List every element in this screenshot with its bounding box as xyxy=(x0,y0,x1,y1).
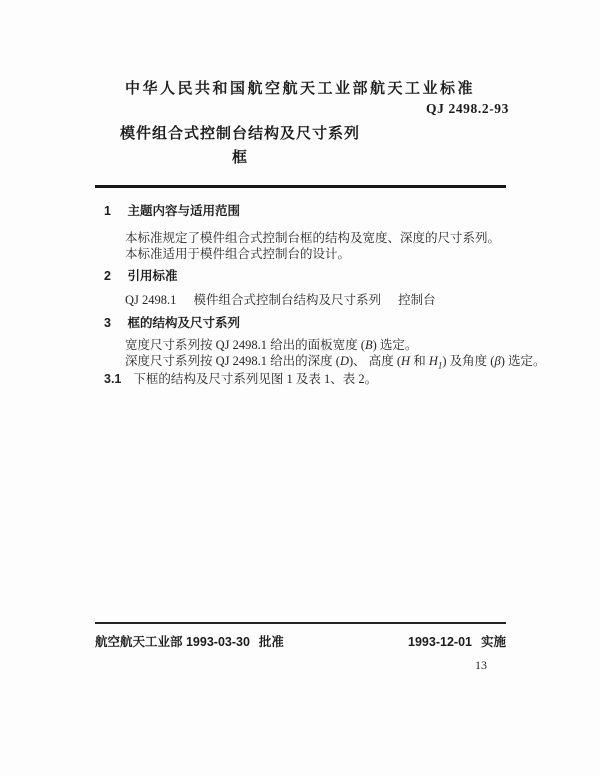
implementation-label: 实施 xyxy=(480,635,506,649)
section-3-heading xyxy=(104,313,240,331)
depth-text-3: 和 xyxy=(410,354,429,368)
section-1-number: 1 xyxy=(104,204,111,218)
implementation-date: 1993-12-01 xyxy=(408,635,472,649)
clause-3-1 xyxy=(104,369,377,387)
width-text-1: 宽度尺寸系列按 QJ 2498.1 给出的面板宽度 ( xyxy=(125,338,365,352)
document-title xyxy=(95,122,385,170)
referenced-standard-number: QJ 2498.1 xyxy=(125,293,177,307)
section-1-heading xyxy=(104,201,240,219)
approval-label: 批准 xyxy=(258,635,284,649)
clause-3-1-number: 3.1 xyxy=(104,372,122,386)
referenced-standard-title: 模件组合式控制台结构及尺寸系列 xyxy=(193,293,382,307)
variable-H1: H xyxy=(428,354,438,368)
document-title-line1: 模件组合式控制台结构及尺寸系列 xyxy=(119,125,360,142)
clause-3-1-text: 下框的结构及尺寸系列见图 1 及表 1、表 2。 xyxy=(133,372,378,386)
section-1-paragraph-1: 本标准规定了模件组合式控制台框的结构及宽度、深度的尺寸系列。 xyxy=(125,231,501,245)
section-3-title: 框的结构及尺寸系列 xyxy=(127,316,240,330)
page-number: 13 xyxy=(475,658,487,672)
referenced-standard-line xyxy=(125,290,436,308)
variable-H1-subscript: 1 xyxy=(437,360,443,371)
variable-D: D xyxy=(339,354,349,368)
approval-org-date: 航空航天工业部 1993-03-30 xyxy=(95,635,250,649)
standard-number: QJ 2498.2-93 xyxy=(426,101,509,116)
footer-divider xyxy=(95,622,506,624)
header-divider xyxy=(95,185,506,188)
section-3-paragraph-depth xyxy=(125,351,545,371)
variable-H: H xyxy=(401,354,411,368)
section-1-title: 主题内容与适用范围 xyxy=(127,204,240,218)
depth-text-1: 深度尺寸系列按 QJ 2498.1 给出的深度 ( xyxy=(125,354,340,368)
variable-B: B xyxy=(364,338,373,352)
standard-org-line: 中华人民共和国航空航天工业部航天工业标准 xyxy=(124,80,475,97)
section-2-number: 2 xyxy=(104,269,111,283)
footer xyxy=(95,632,506,650)
implementation-info xyxy=(408,632,506,650)
variable-beta: β xyxy=(494,354,501,368)
referenced-standard-part: 控制台 xyxy=(398,293,436,307)
depth-text-2: )、 高度 ( xyxy=(348,354,402,368)
section-2-heading xyxy=(104,266,177,284)
depth-text-4: ) 及角度 ( xyxy=(442,354,495,368)
section-3-number: 3 xyxy=(104,316,111,330)
width-text-2: ) 选定。 xyxy=(372,338,418,352)
depth-text-5: ) 选定。 xyxy=(500,354,546,368)
section-2-title: 引用标准 xyxy=(127,269,178,283)
section-1-paragraph-2: 本标准适用于模件组合式控制台的设计。 xyxy=(125,247,351,261)
approval-info xyxy=(95,632,284,650)
document-title-line2: 框 xyxy=(231,149,248,166)
